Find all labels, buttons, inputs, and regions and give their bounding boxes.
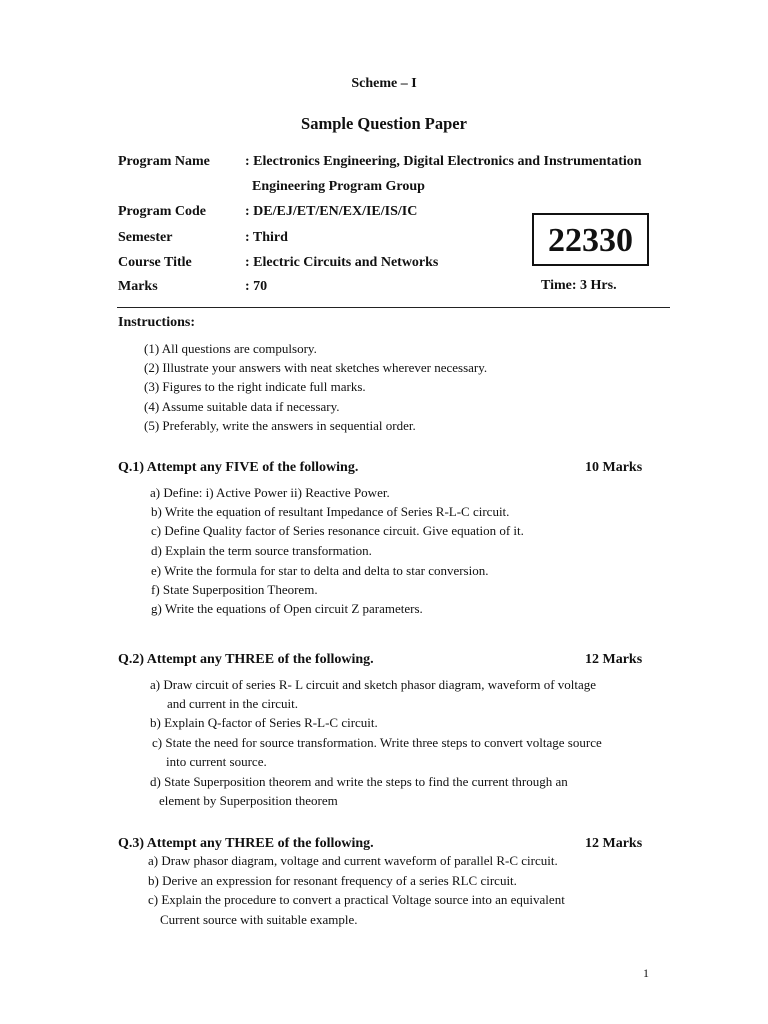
q3-item-cont: Current source with suitable example. (160, 912, 358, 927)
q2-marks: 12 Marks (585, 652, 643, 667)
instructions-heading: Instructions: (118, 315, 196, 330)
q2-item: d) State Superposition theorem and write the steps to find the current through an (150, 774, 568, 789)
q1-item: g) Write the equations of Open circuit Z parameters. (151, 601, 423, 616)
program-code-label: Program Code (118, 204, 206, 219)
instruction-item: (5) Preferably, write the answers in sequential order. (144, 418, 416, 433)
instruction-item: (2) Illustrate your answers with neat sketches wherever necessary. (144, 360, 488, 375)
q3-item: c) Explain the procedure to convert a practical Voltage source into an equivalent (148, 892, 565, 907)
program-code-value: : DE/EJ/ET/EN/EX/IE/IS/IC (245, 204, 418, 219)
program-name-value-cont: Engineering Program Group (252, 179, 425, 194)
q1-item: f) State Superposition Theorem. (151, 582, 318, 597)
instruction-item: (1) All questions are compulsory. (144, 341, 317, 356)
page-title: Sample Question Paper (301, 114, 467, 133)
q2-item-cont: into current source. (166, 754, 267, 769)
q3-marks: 12 Marks (585, 836, 643, 851)
q3-item: b) Derive an expression for resonant frequency of a series RLC circuit. (148, 873, 517, 888)
instruction-item: (4) Assume suitable data if necessary. (144, 399, 340, 414)
instruction-item: (3) Figures to the right indicate full marks. (144, 379, 366, 394)
header-divider (117, 307, 670, 308)
q2-item: a) Draw circuit of series R- L circuit and sketch phasor diagram, waveform of voltage (150, 677, 597, 692)
page-number: 1 (643, 966, 649, 980)
q1-item: d) Explain the term source transformation. (151, 543, 372, 558)
q2-heading: Q.2) Attempt any THREE of the following. (118, 652, 374, 667)
q2-item: b) Explain Q-factor of Series R-L-C circuit. (150, 715, 378, 730)
q1-item: b) Write the equation of resultant Impedance of Series R-L-C circuit. (151, 504, 510, 519)
q1-heading: Q.1) Attempt any FIVE of the following. (118, 460, 359, 475)
course-title-label: Course Title (118, 255, 192, 270)
marks-value: : 70 (245, 279, 268, 294)
course-code-box: 22330 (532, 213, 649, 266)
course-title-value: : Electric Circuits and Networks (245, 255, 439, 270)
q1-item: c) Define Quality factor of Series resonance circuit. Give equation of it. (151, 523, 524, 538)
scheme-label: Scheme – I (351, 76, 417, 91)
q2-item-cont: element by Superposition theorem (159, 793, 338, 808)
program-name-value: : Electronics Engineering, Digital Electronics and Instrumentation (245, 154, 642, 169)
q3-heading: Q.3) Attempt any THREE of the following. (118, 836, 374, 851)
q2-item-cont: and current in the circuit. (167, 696, 299, 711)
marks-label: Marks (118, 279, 158, 294)
exam-time: Time: 3 Hrs. (541, 278, 617, 293)
q2-item: c) State the need for source transformation. Write three steps to convert voltage source (152, 735, 602, 750)
q1-item: a) Define: i) Active Power ii) Reactive Power. (150, 485, 390, 500)
q1-marks: 10 Marks (585, 460, 643, 475)
semester-label: Semester (118, 230, 173, 245)
program-name-label: Program Name (118, 154, 210, 169)
semester-value: : Third (245, 230, 288, 245)
q3-item: a) Draw phasor diagram, voltage and current waveform of parallel R-C circuit. (148, 853, 558, 868)
q1-item: e) Write the formula for star to delta and delta to star conversion. (151, 563, 489, 578)
